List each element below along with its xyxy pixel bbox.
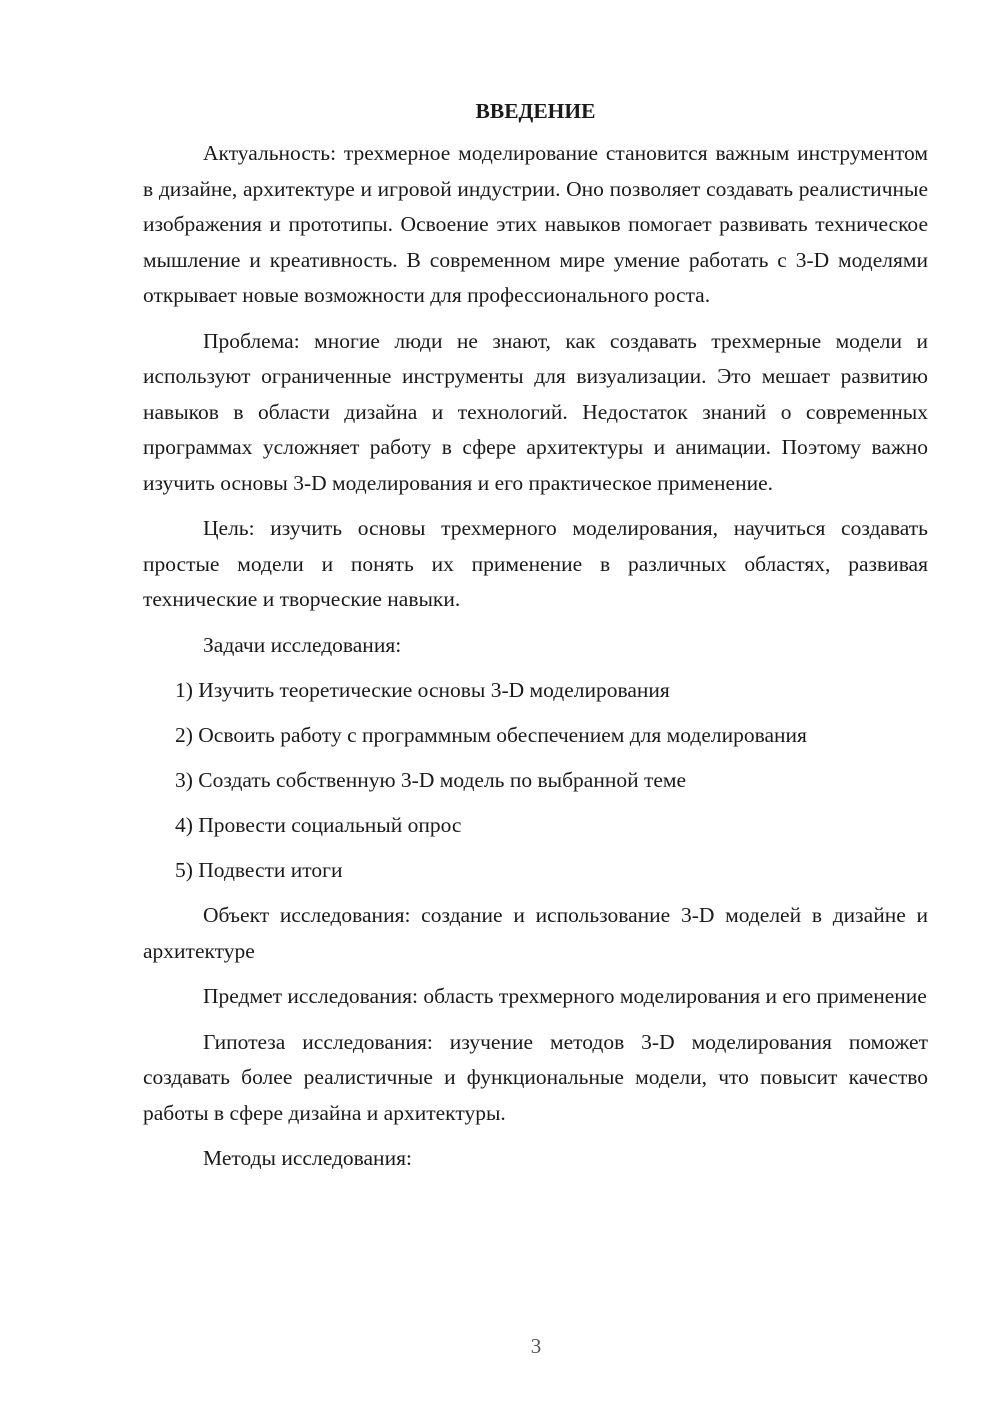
page-title: ВВЕДЕНИЕ	[475, 99, 596, 123]
paragraph-subject: Предмет исследования: область трехмерного моделирования и его применение	[203, 984, 927, 1008]
list-item: 4) Провести социальный опрос	[175, 813, 462, 837]
paragraph-hypothesis: Гипотеза исследования: изучение методов 3-D моделирования поможет создавать более реалистичные и функциональные модели, что повысит качество работы в сфере дизайна и архитектуры.	[143, 1029, 928, 1125]
document-page	[143, 96, 928, 1187]
paragraph-relevance: Актуальность: трехмерное моделирование становится важным инструментом в дизайне, архитектуре и игровой индустрии. Оно позволяет создавать реалистичные изображения и прототипы. Освоение этих навыков помогает развивать техническое мышление и креативность. В современном мире умение работать с 3-D моделями открывает новые возможности для профессионального роста.	[143, 141, 928, 307]
tasks-heading: Задачи исследования:	[203, 632, 402, 657]
list-item: 5) Подвести итоги	[175, 858, 343, 882]
paragraph-problem: Проблема: многие люди не знают, как создавать трехмерные модели и используют ограниченные инструменты для визуализации. Это мешает развитию навыков в области дизайна и технологий. Недостаток знаний о современных программах усложняет работу в сфере архитектуры и анимации. Поэтому важно изучить основы 3-D моделирования и его практическое применение.	[143, 328, 928, 495]
list-item: 2) Освоить работу с программным обеспечением для моделирования	[175, 723, 807, 747]
list-item: 3) Создать собственную 3-D модель по выбранной теме	[175, 768, 687, 792]
page-number: 3	[530, 1334, 542, 1358]
task-list	[143, 673, 928, 888]
list-item: 1) Изучить теоретические основы 3-D моделирования	[175, 678, 670, 702]
paragraph-goal: Цель: изучить основы трехмерного моделирования, научиться создавать простые модели и понять их применение в различных областях, развивая технические и творческие навыки.	[143, 516, 928, 611]
methods-heading: Методы исследования:	[203, 1146, 412, 1170]
paragraph-object: Объект исследования: создание и использование 3-D моделей в дизайне и архитектуре	[143, 903, 928, 963]
